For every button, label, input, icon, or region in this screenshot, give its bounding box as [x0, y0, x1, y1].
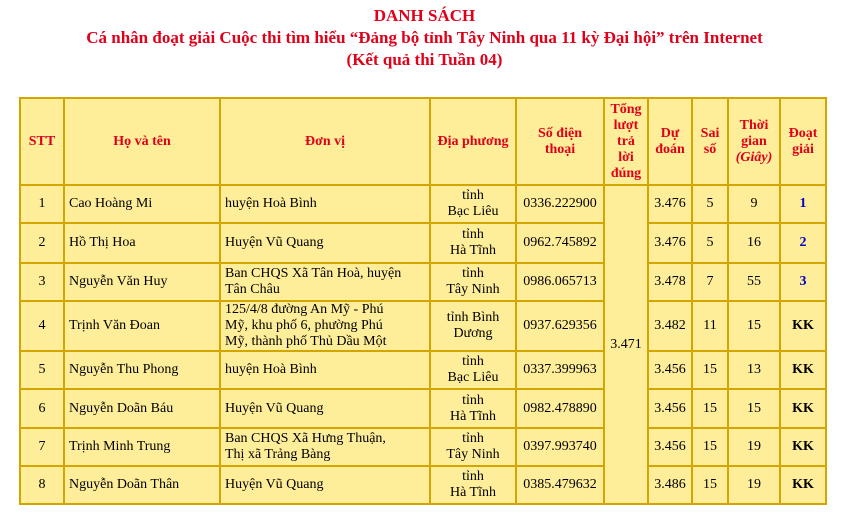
- cell-error: 15: [692, 428, 728, 466]
- cell-prize: KK: [780, 389, 826, 428]
- cell-name: Trịnh Minh Trung: [64, 428, 220, 466]
- cell-guess: 3.476: [648, 223, 692, 263]
- cell-phone: 0336.222900: [516, 185, 604, 223]
- cell-prize: 2: [780, 223, 826, 263]
- cell-time: 19: [728, 466, 780, 504]
- cell-time: 55: [728, 263, 780, 301]
- cell-prize: 1: [780, 185, 826, 223]
- cell-name: Nguyễn Doãn Báu: [64, 389, 220, 428]
- table-row: [20, 351, 826, 389]
- cell-time: 16: [728, 223, 780, 263]
- cell-unit: Huyện Vũ Quang: [220, 389, 430, 428]
- cell-unit: Huyện Vũ Quang: [220, 223, 430, 263]
- table-row: [20, 185, 826, 223]
- table-row: [20, 389, 826, 428]
- cell-prize: KK: [780, 466, 826, 504]
- cell-prize: KK: [780, 428, 826, 466]
- cell-locality: tỉnh Tây Ninh: [430, 428, 516, 466]
- table-row: [20, 428, 826, 466]
- cell-error: 5: [692, 185, 728, 223]
- cell-time: 9: [728, 185, 780, 223]
- document-subtitle: Cá nhân đoạt giải Cuộc thi tìm hiểu “Đảng bộ tỉnh Tây Ninh qua 11 kỳ Đại hội” trên Internet: [86, 28, 763, 47]
- document-week: (Kết quả thi Tuần 04): [346, 50, 503, 69]
- cell-locality: tỉnh Tây Ninh: [430, 263, 516, 301]
- cell-name: Hồ Thị Hoa: [64, 223, 220, 263]
- cell-unit: huyện Hoà Bình: [220, 351, 430, 389]
- cell-prize: KK: [780, 351, 826, 389]
- cell-error: 5: [692, 223, 728, 263]
- cell-unit: Ban CHQS Xã Tân Hoà, huyện Tân Châu: [220, 263, 430, 301]
- cell-locality: tỉnh Hà Tĩnh: [430, 389, 516, 428]
- cell-guess: 3.456: [648, 389, 692, 428]
- cell-unit: huyện Hoà Bình: [220, 185, 430, 223]
- col-header-locality: Địa phương: [430, 98, 516, 185]
- cell-prize: KK: [780, 301, 826, 351]
- cell-phone: 0337.399963: [516, 351, 604, 389]
- cell-guess: 3.478: [648, 263, 692, 301]
- cell-name: Trịnh Văn Đoan: [64, 301, 220, 351]
- document-title: DANH SÁCH: [373, 6, 476, 25]
- cell-name: Nguyễn Văn Huy: [64, 263, 220, 301]
- cell-stt: 7: [20, 428, 64, 466]
- cell-name: Nguyễn Thu Phong: [64, 351, 220, 389]
- col-header-unit: Đơn vị: [220, 98, 430, 185]
- cell-error: 11: [692, 301, 728, 351]
- col-header-prize: Đoạt giải: [780, 98, 826, 185]
- table-row: [20, 223, 826, 263]
- cell-guess: 3.456: [648, 351, 692, 389]
- table-row: [20, 263, 826, 301]
- cell-stt: 5: [20, 351, 64, 389]
- col-header-name: Họ và tên: [64, 98, 220, 185]
- cell-time: 15: [728, 301, 780, 351]
- table-row: [20, 466, 826, 504]
- cell-guess: 3.476: [648, 185, 692, 223]
- cell-phone: 0385.479632: [516, 466, 604, 504]
- col-header-total-correct: Tổng lượt trả lời đúng: [604, 98, 648, 185]
- cell-error: 15: [692, 351, 728, 389]
- cell-error: 7: [692, 263, 728, 301]
- cell-phone: 0962.745892: [516, 223, 604, 263]
- cell-guess: 3.486: [648, 466, 692, 504]
- cell-prize: 3: [780, 263, 826, 301]
- col-header-phone: Số điện thoại: [516, 98, 604, 185]
- cell-stt: 3: [20, 263, 64, 301]
- cell-unit: Huyện Vũ Quang: [220, 466, 430, 504]
- cell-error: 15: [692, 466, 728, 504]
- col-header-guess: Dự đoán: [648, 98, 692, 185]
- cell-stt: 2: [20, 223, 64, 263]
- col-header-time: Thời gian (Giây): [728, 98, 780, 185]
- cell-phone: 0982.478890: [516, 389, 604, 428]
- cell-locality: tỉnh Bạc Liêu: [430, 185, 516, 223]
- cell-time: 15: [728, 389, 780, 428]
- cell-name: Nguyễn Doãn Thân: [64, 466, 220, 504]
- table-row: [20, 301, 826, 351]
- results-table: [19, 97, 827, 505]
- cell-name: Cao Hoàng Mi: [64, 185, 220, 223]
- cell-total-correct: 3.471: [604, 185, 648, 504]
- cell-locality: tỉnh Bạc Liêu: [430, 351, 516, 389]
- cell-locality: tỉnh Hà Tĩnh: [430, 223, 516, 263]
- cell-locality: tỉnh Bình Dương: [430, 301, 516, 351]
- col-header-error: Sai số: [692, 98, 728, 185]
- cell-stt: 4: [20, 301, 64, 351]
- cell-stt: 1: [20, 185, 64, 223]
- cell-stt: 6: [20, 389, 64, 428]
- cell-locality: tỉnh Hà Tĩnh: [430, 466, 516, 504]
- cell-time: 13: [728, 351, 780, 389]
- cell-stt: 8: [20, 466, 64, 504]
- col-header-stt: STT: [20, 98, 64, 185]
- cell-guess: 3.482: [648, 301, 692, 351]
- cell-time: 19: [728, 428, 780, 466]
- cell-phone: 0986.065713: [516, 263, 604, 301]
- cell-error: 15: [692, 389, 728, 428]
- cell-phone: 0937.629356: [516, 301, 604, 351]
- cell-guess: 3.456: [648, 428, 692, 466]
- table-header-row: [20, 98, 826, 185]
- cell-unit: Ban CHQS Xã Hưng Thuận, Thị xã Trảng Bàng: [220, 428, 430, 466]
- cell-unit: 125/4/8 đường An Mỹ - Phú Mỹ, khu phố 6, phường Phú Mỹ, thành phố Thủ Dầu Một: [220, 301, 430, 351]
- cell-phone: 0397.993740: [516, 428, 604, 466]
